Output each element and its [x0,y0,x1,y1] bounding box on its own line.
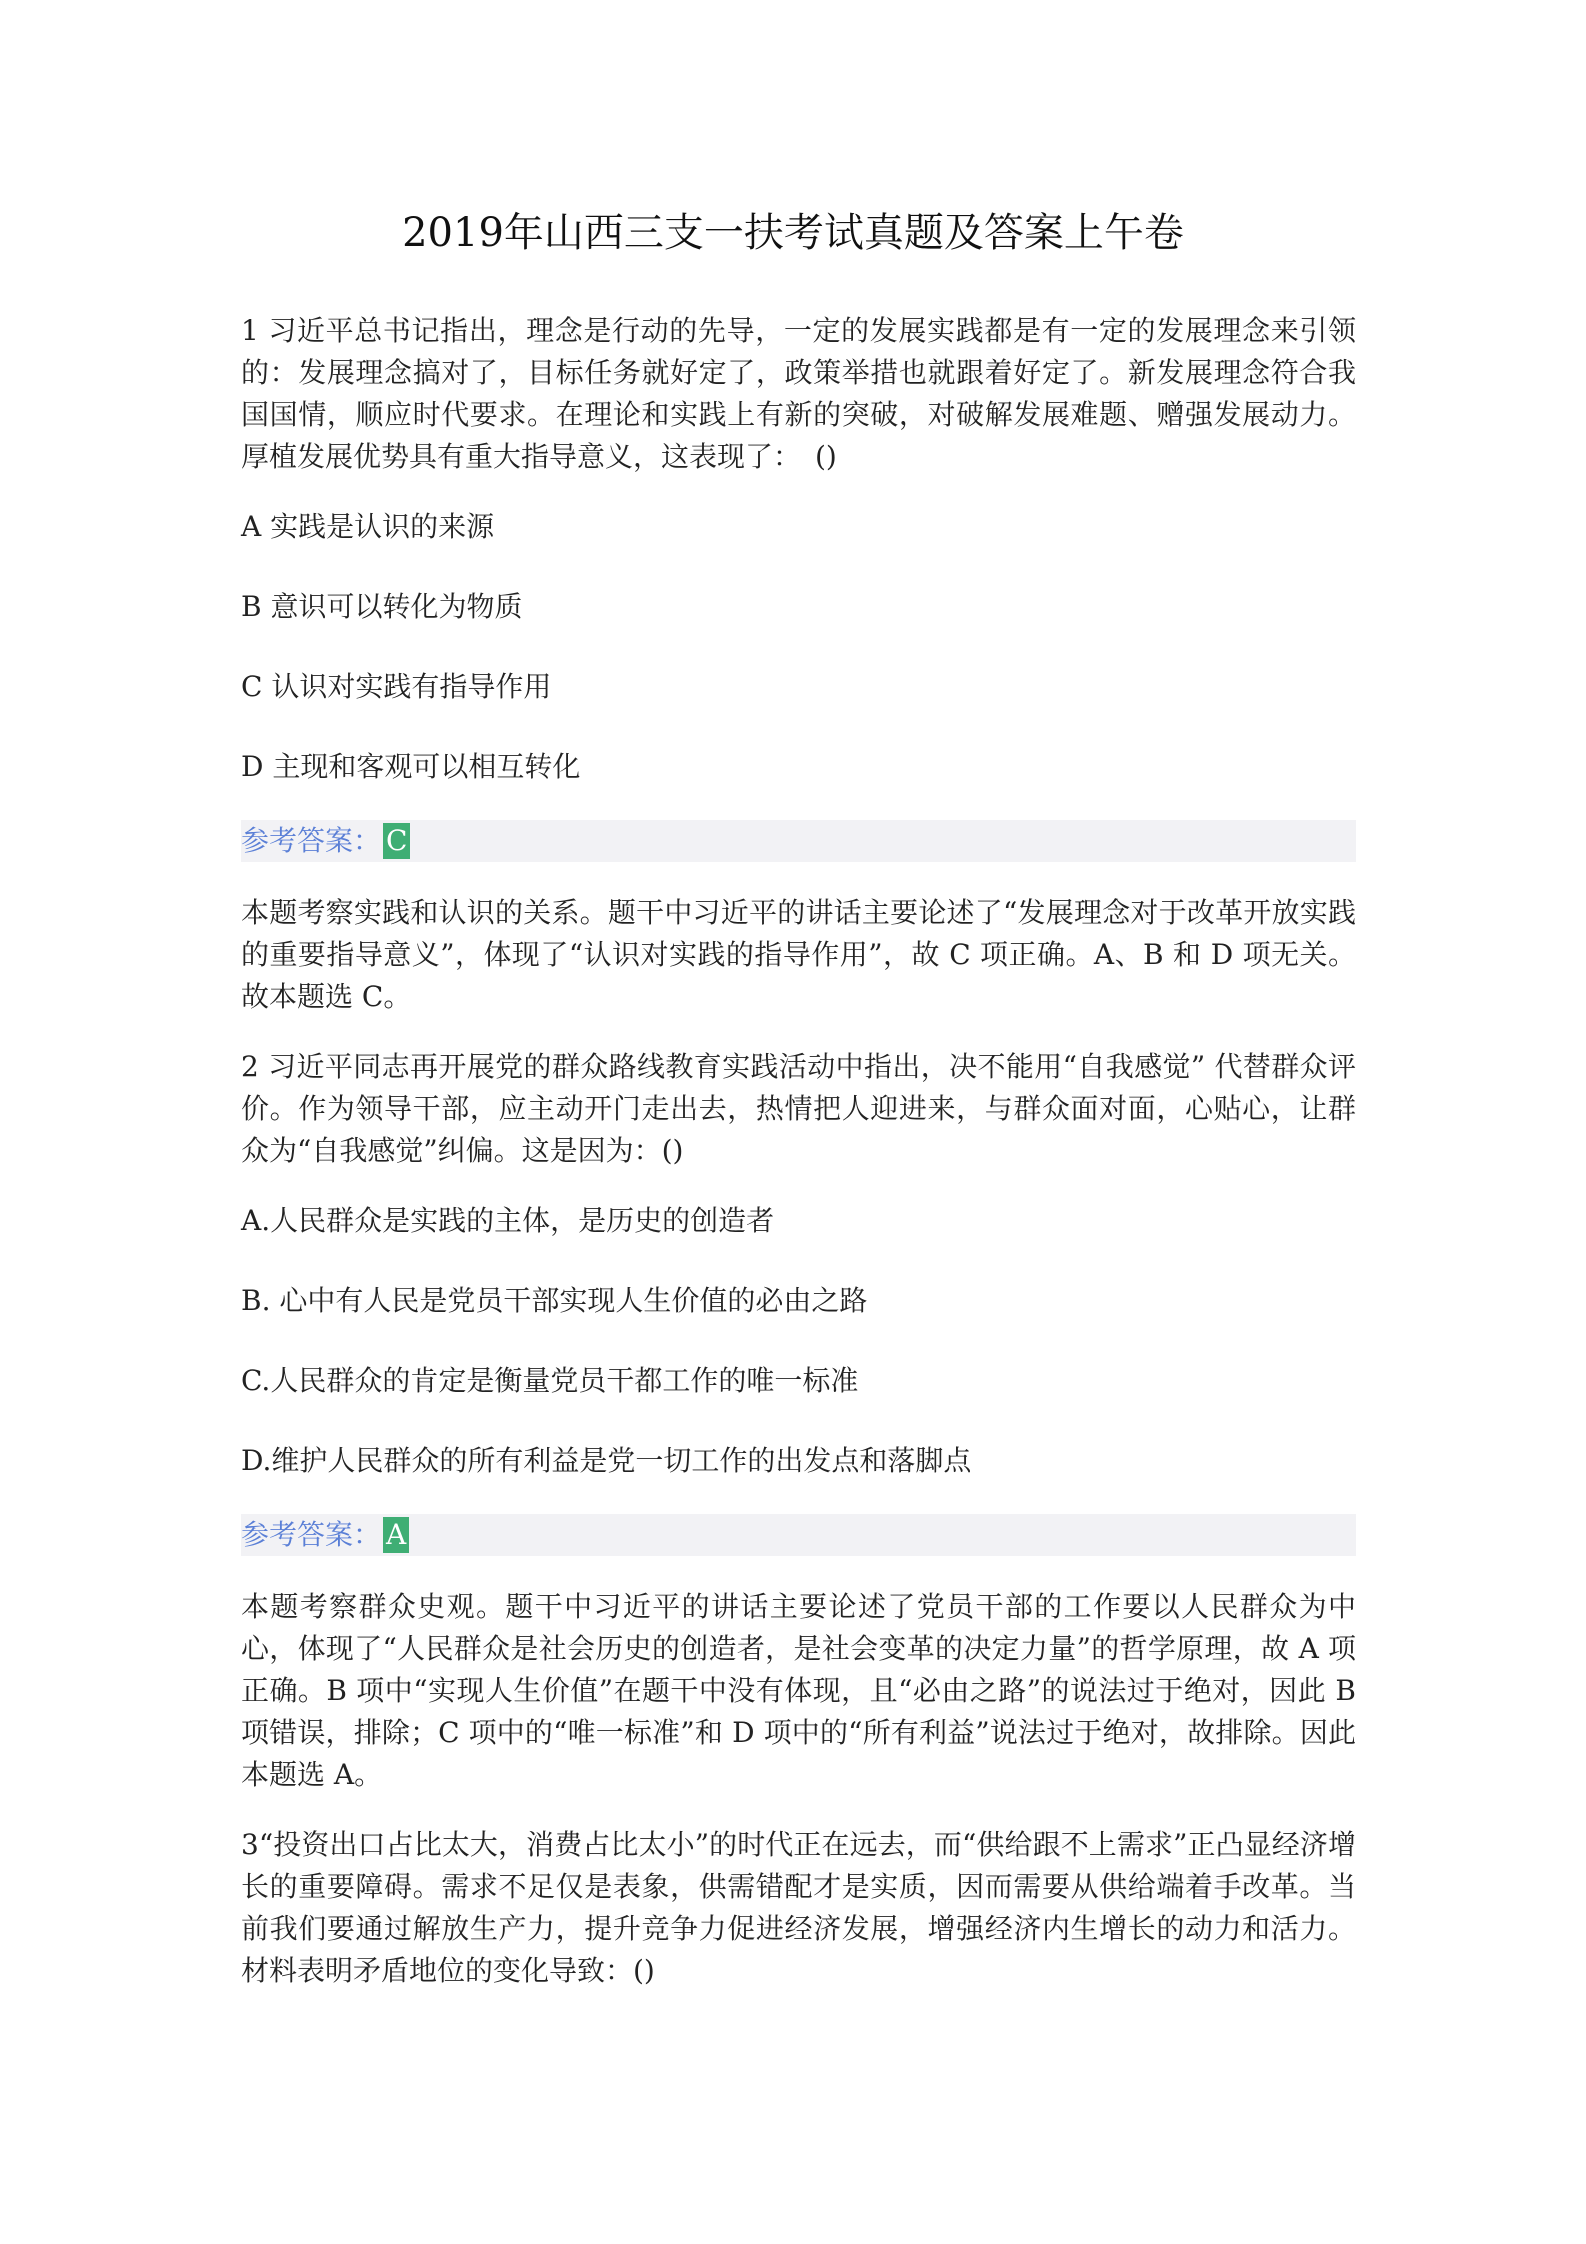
answer-label: 参考答案： [241,1518,382,1551]
option-c: C 认识对实践有指导作用 [241,670,552,703]
answer-value: C [383,823,410,859]
question-2 [241,1046,1356,1796]
question-stem: 2 习近平同志再开展党的群众路线教育实践活动中指出，决不能用“自我感觉” 代替群众评价。作为领导干部，应主动开门走出去，热情把人迎进来，与群众面对面，心贴心，让群众为“自我感觉”纠偏。这是因为：() [241,1050,1356,1167]
option-c: C.人民群众的肯定是衡量党员干都工作的唯一标准 [241,1364,859,1397]
document-body [241,310,1356,2020]
option-d: D 主现和客观可以相互转化 [241,750,581,783]
answer-bar [241,1514,1356,1556]
answer-explanation: 本题考察实践和认识的关系。题干中习近平的讲话主要论述了“发展理念对于改革开放实践的重要指导意义”，体现了“认识对实践的指导作用”，故 C 项正确。A、B 和 D 项无关。故本题选 C。 [241,896,1356,1013]
question-stem: 1 习近平总书记指出，理念是行动的先导，一定的发展实践都是有一定的发展理念来引领的：发展理念搞对了，目标任务就好定了，政策举措也就跟着好定了。新发展理念符合我国国情，顺应时代要求。在理论和实践上有新的突破，对破解发展难题、赠强发展动力。厚植发展优势具有重大指导意义，这表现了： () [241,314,1356,473]
question-3 [241,1824,1356,1992]
option-b: B. 心中有人民是党员干部实现人生价值的必由之路 [241,1284,868,1317]
option-a: A.人民群众是实践的主体，是历史的创造者 [241,1204,775,1237]
question-1 [241,310,1356,1018]
option-b: B 意识可以转化为物质 [241,590,523,623]
option-a: A 实践是认识的来源 [241,510,495,543]
question-stem: 3“投资出口占比太大，消费占比太小”的时代正在远去，而“供给跟不上需求”正凸显经济增长的重要障碍。需求不足仅是表象，供需错配才是实质，因而需要从供给端着手改革。当前我们要通过解放生产力，提升竞争力促进经济发展，增强经济内生增长的动力和活力。材料表明矛盾地位的变化导致：() [241,1828,1356,1987]
answer-value: A [383,1517,409,1553]
option-d: D.维护人民群众的所有利益是党一切工作的出发点和落脚点 [241,1444,972,1477]
answer-explanation: 本题考察群众史观。题干中习近平的讲话主要论述了党员干部的工作要以人民群众为中心，体现了“人民群众是社会历史的创造者，是社会变革的决定力量”的哲学原理，故 A 项正确。B 项中“实现人生价值”在题干中没有体现，且“必由之路”的说法过于绝对，因此 B 项错误，排除；C 项中的“唯一标准”和 D 项中的“所有利益”说法过于绝对，故排除。因此本题选 A。 [241,1590,1356,1791]
document-title: 2019年山西三支一扶考试真题及答案上午卷 [402,210,1184,256]
answer-bar [241,820,1356,862]
answer-label: 参考答案： [241,824,382,857]
